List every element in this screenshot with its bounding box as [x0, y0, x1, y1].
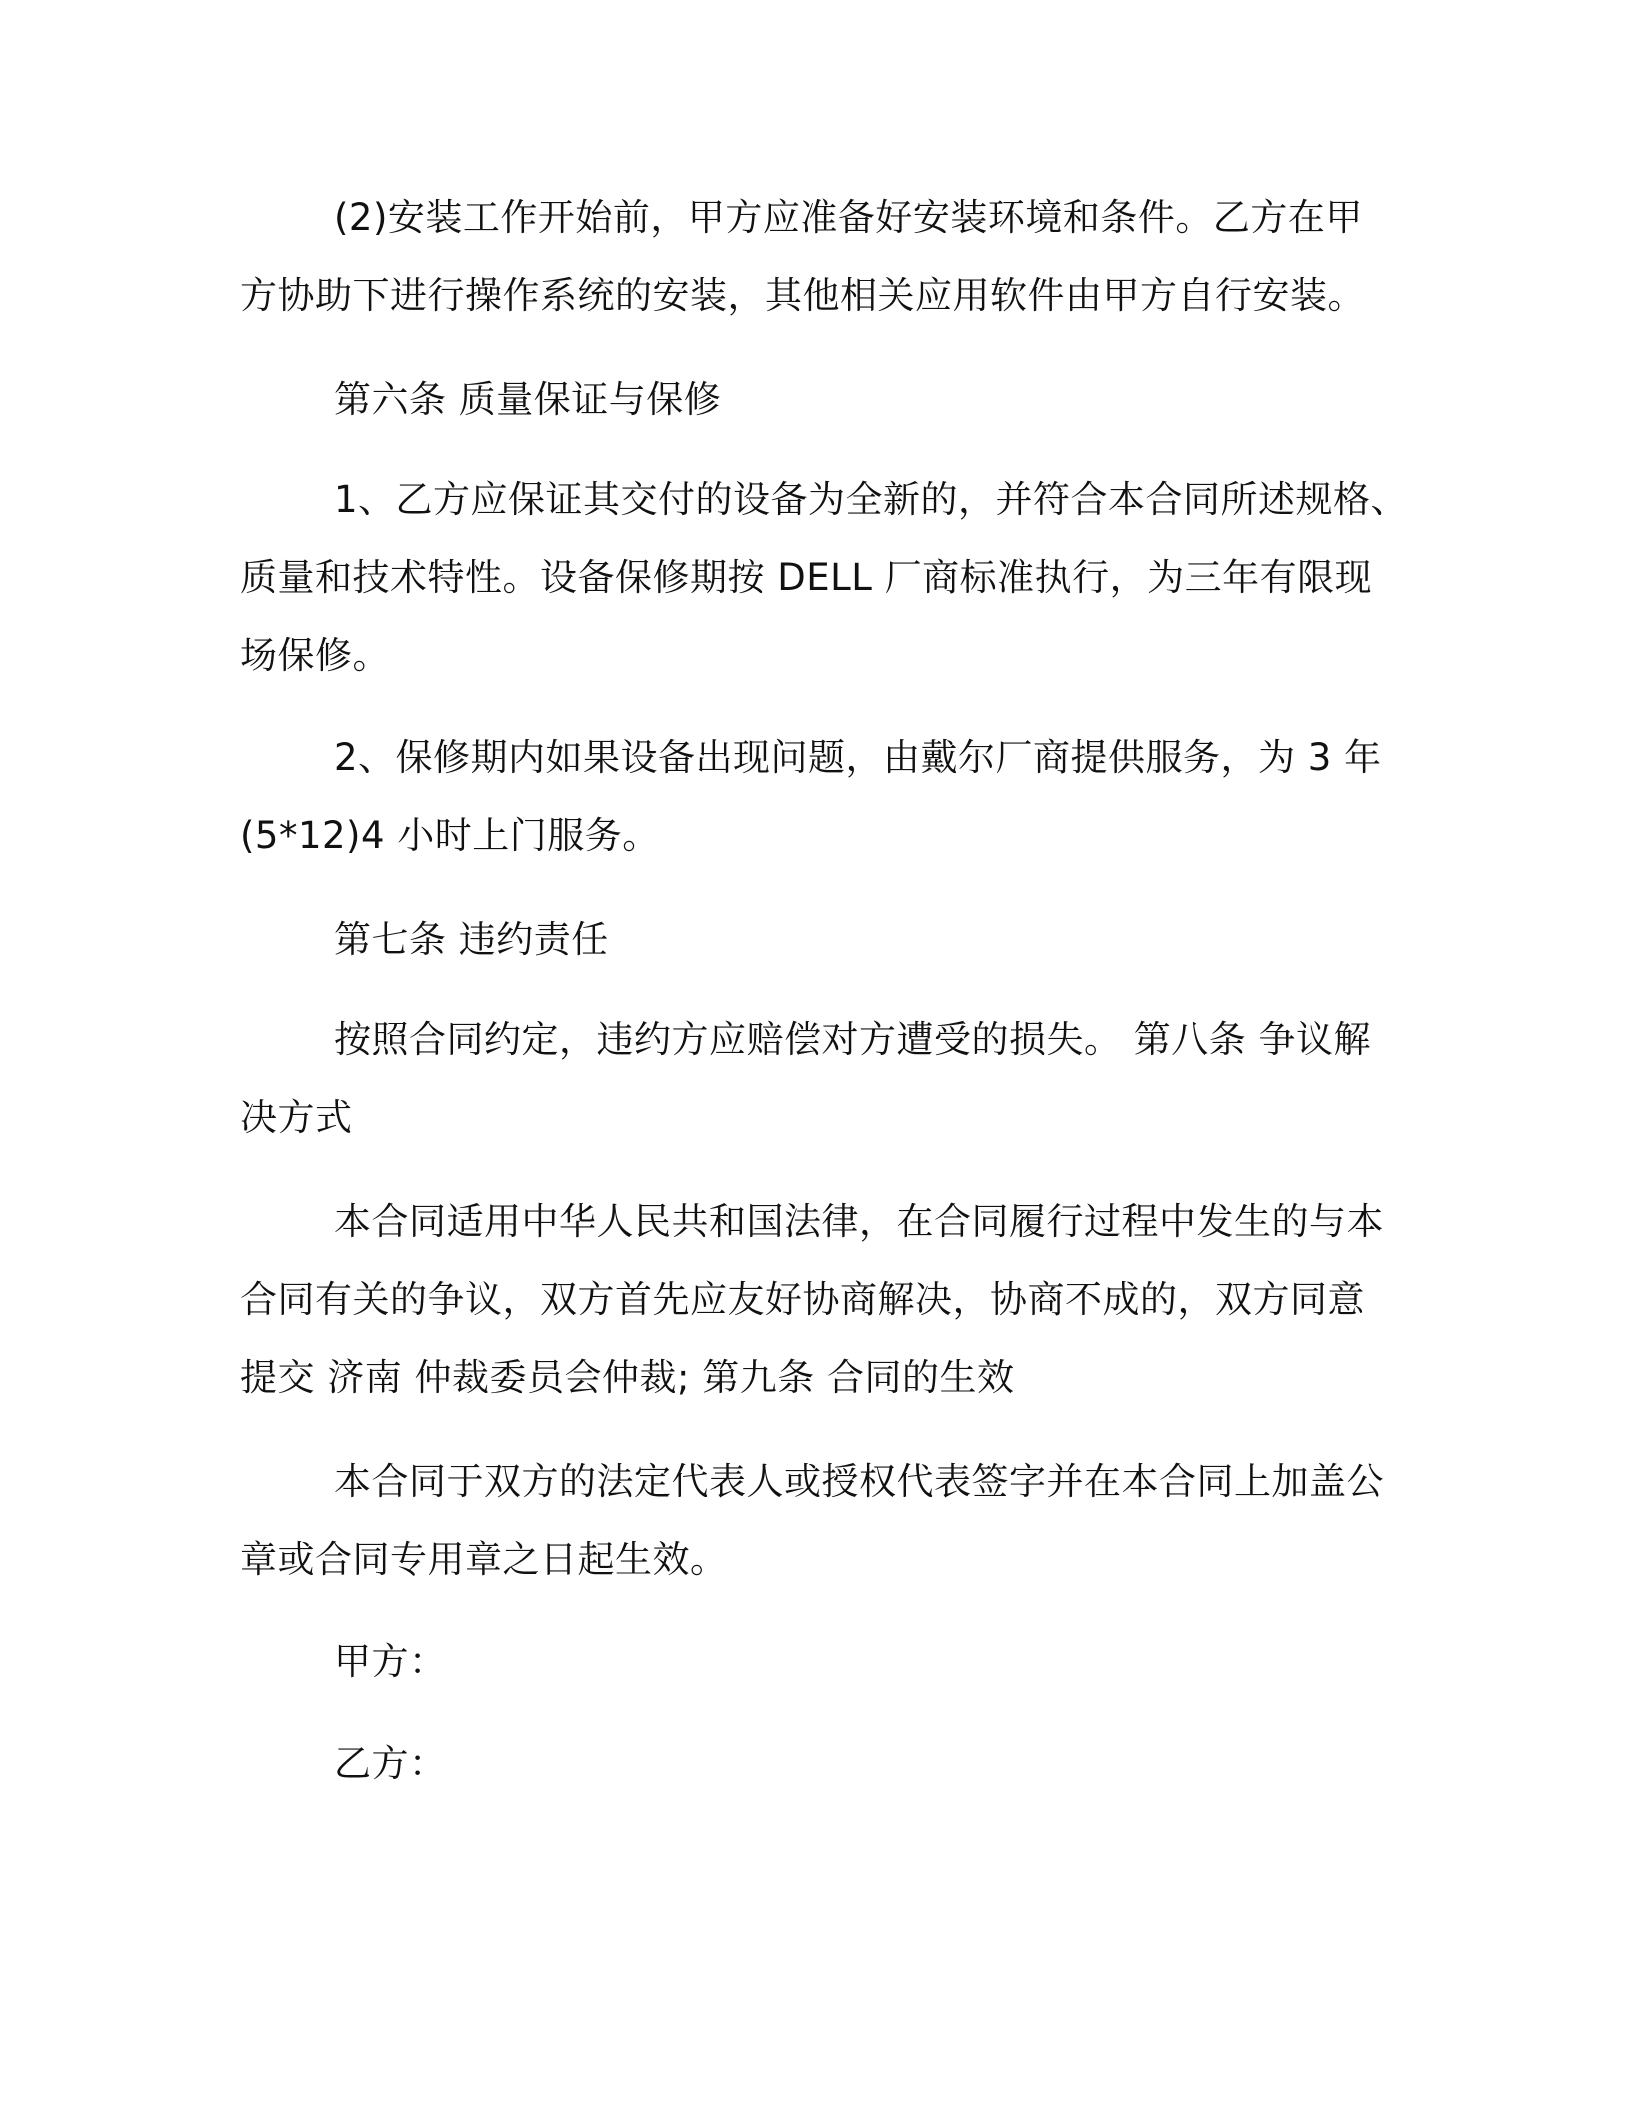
party-b-label: 乙方：	[334, 1742, 447, 1785]
article-7-heading: 第七条 违约责任	[334, 918, 609, 961]
paragraph-dispute-line-2: 合同有关的争议，双方首先应友好协商解决，协商不成的，双方同意	[240, 1278, 1365, 1321]
article-6-heading: 第六条 质量保证与保修	[334, 378, 722, 421]
paragraph-warranty-1-line-3: 场保修。	[240, 634, 390, 677]
paragraph-effective-line-1: 本合同于双方的法定代表人或授权代表签字并在本合同上加盖公	[334, 1460, 1384, 1503]
paragraph-warranty-1-line-1: 1、乙方应保证其交付的设备为全新的，并符合本合同所述规格、	[334, 478, 1409, 521]
paragraph-liability-line-2: 决方式	[240, 1096, 353, 1139]
paragraph-dispute-line-3: 提交 济南 仲裁委员会仲裁; 第九条 合同的生效	[240, 1356, 1015, 1399]
paragraph-liability-line-1: 按照合同约定，违约方应赔偿对方遭受的损失。 第八条 争议解	[334, 1018, 1372, 1061]
paragraph-warranty-1-line-2: 质量和技术特性。设备保修期按 DELL 厂商标准执行，为三年有限现	[240, 556, 1373, 599]
paragraph-warranty-2-line-2: (5*12)4 小时上门服务。	[240, 814, 660, 857]
paragraph-effective-line-2: 章或合同专用章之日起生效。	[240, 1538, 728, 1581]
paragraph-installation-line-2: 方协助下进行操作系统的安装，其他相关应用软件由甲方自行安装。	[240, 274, 1365, 317]
paragraph-warranty-2-line-1: 2、保修期内如果设备出现问题，由戴尔厂商提供服务，为 3 年	[334, 736, 1382, 779]
party-a-label: 甲方：	[334, 1640, 447, 1683]
paragraph-installation-line-1: (2)安装工作开始前，甲方应准备好安装环境和条件。乙方在甲	[334, 196, 1363, 239]
paragraph-dispute-line-1: 本合同适用中华人民共和国法律，在合同履行过程中发生的与本	[334, 1200, 1384, 1243]
